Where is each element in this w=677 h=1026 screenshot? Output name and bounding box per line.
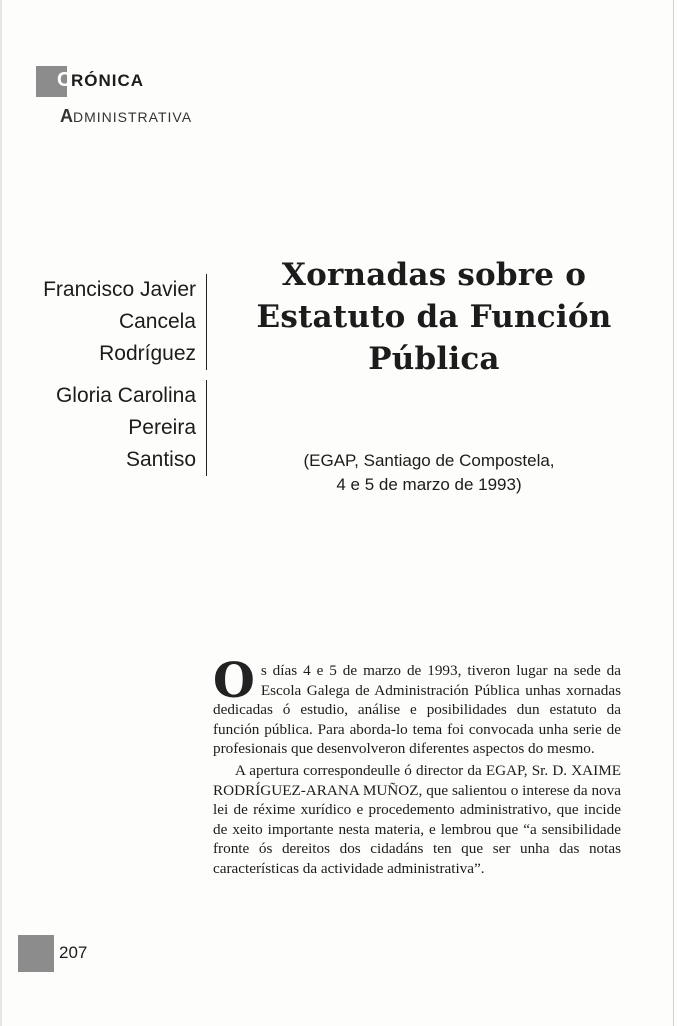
subtitle-line: 4 e 5 de marzo de 1993): [336, 475, 522, 494]
author-name-line: Francisco Javier: [43, 278, 196, 301]
title-line: Estatuto da Función: [256, 299, 612, 335]
section-title: RÓNICA: [71, 71, 145, 90]
article-subtitle: [264, 449, 594, 497]
drop-cap: O: [213, 653, 255, 709]
page-marker-block: [18, 935, 54, 972]
paragraph-1-text: s días 4 e 5 de marzo de 1993, tiveron lugar na sede da Escola Galega de Administración Pública unhas xornadas dedicadas ó estudio, análise e posibilidades dun estatuto da función pública. Para aborda-lo tema foi convocada unha serie de profesionais que desenvolveron diferentes aspectos do mesmo.: [213, 662, 621, 758]
paragraph-1: [213, 653, 621, 759]
section-initial: C: [57, 69, 72, 91]
author-name-line: Rodríguez: [99, 342, 196, 365]
title-line: Pública: [368, 341, 500, 377]
paragraph-2: A apertura correspondeulle ó director da EGAP, Sr. D. XAIME RODRÍGUEZ-ARANA MUÑOZ, que salientou o interese da nova lei de réxime xurídico e procedemento administrativo, que incide de xeito importante nesta materia, e lembrou que “a sensibilidade fronte ós dereitos dos cidadáns ten que ser unha das notas características da actividade administrativa”.: [213, 761, 621, 877]
section-subtitle-initial: A: [60, 106, 73, 126]
section-subtitle: [60, 106, 192, 127]
page-right-edge: [673, 0, 674, 1026]
author-1: [43, 274, 207, 370]
article-body: [213, 653, 621, 879]
section-subtitle-rest: DMINISTRATIVA: [73, 109, 193, 125]
subtitle-line: (EGAP, Santiago de Compostela,: [303, 451, 555, 470]
author-name-line: Pereira: [128, 416, 196, 439]
authors: [43, 274, 207, 486]
title-line: Xornadas sobre o: [281, 257, 587, 293]
article-title: [234, 254, 634, 380]
author-name-line: Santiso: [125, 448, 196, 471]
page-number: 207: [59, 943, 88, 962]
page-left-edge: [0, 0, 2, 1026]
author-name-line: Gloria Carolina: [55, 384, 196, 407]
author-2: [43, 380, 207, 476]
author-name-line: Cancela: [118, 310, 196, 333]
